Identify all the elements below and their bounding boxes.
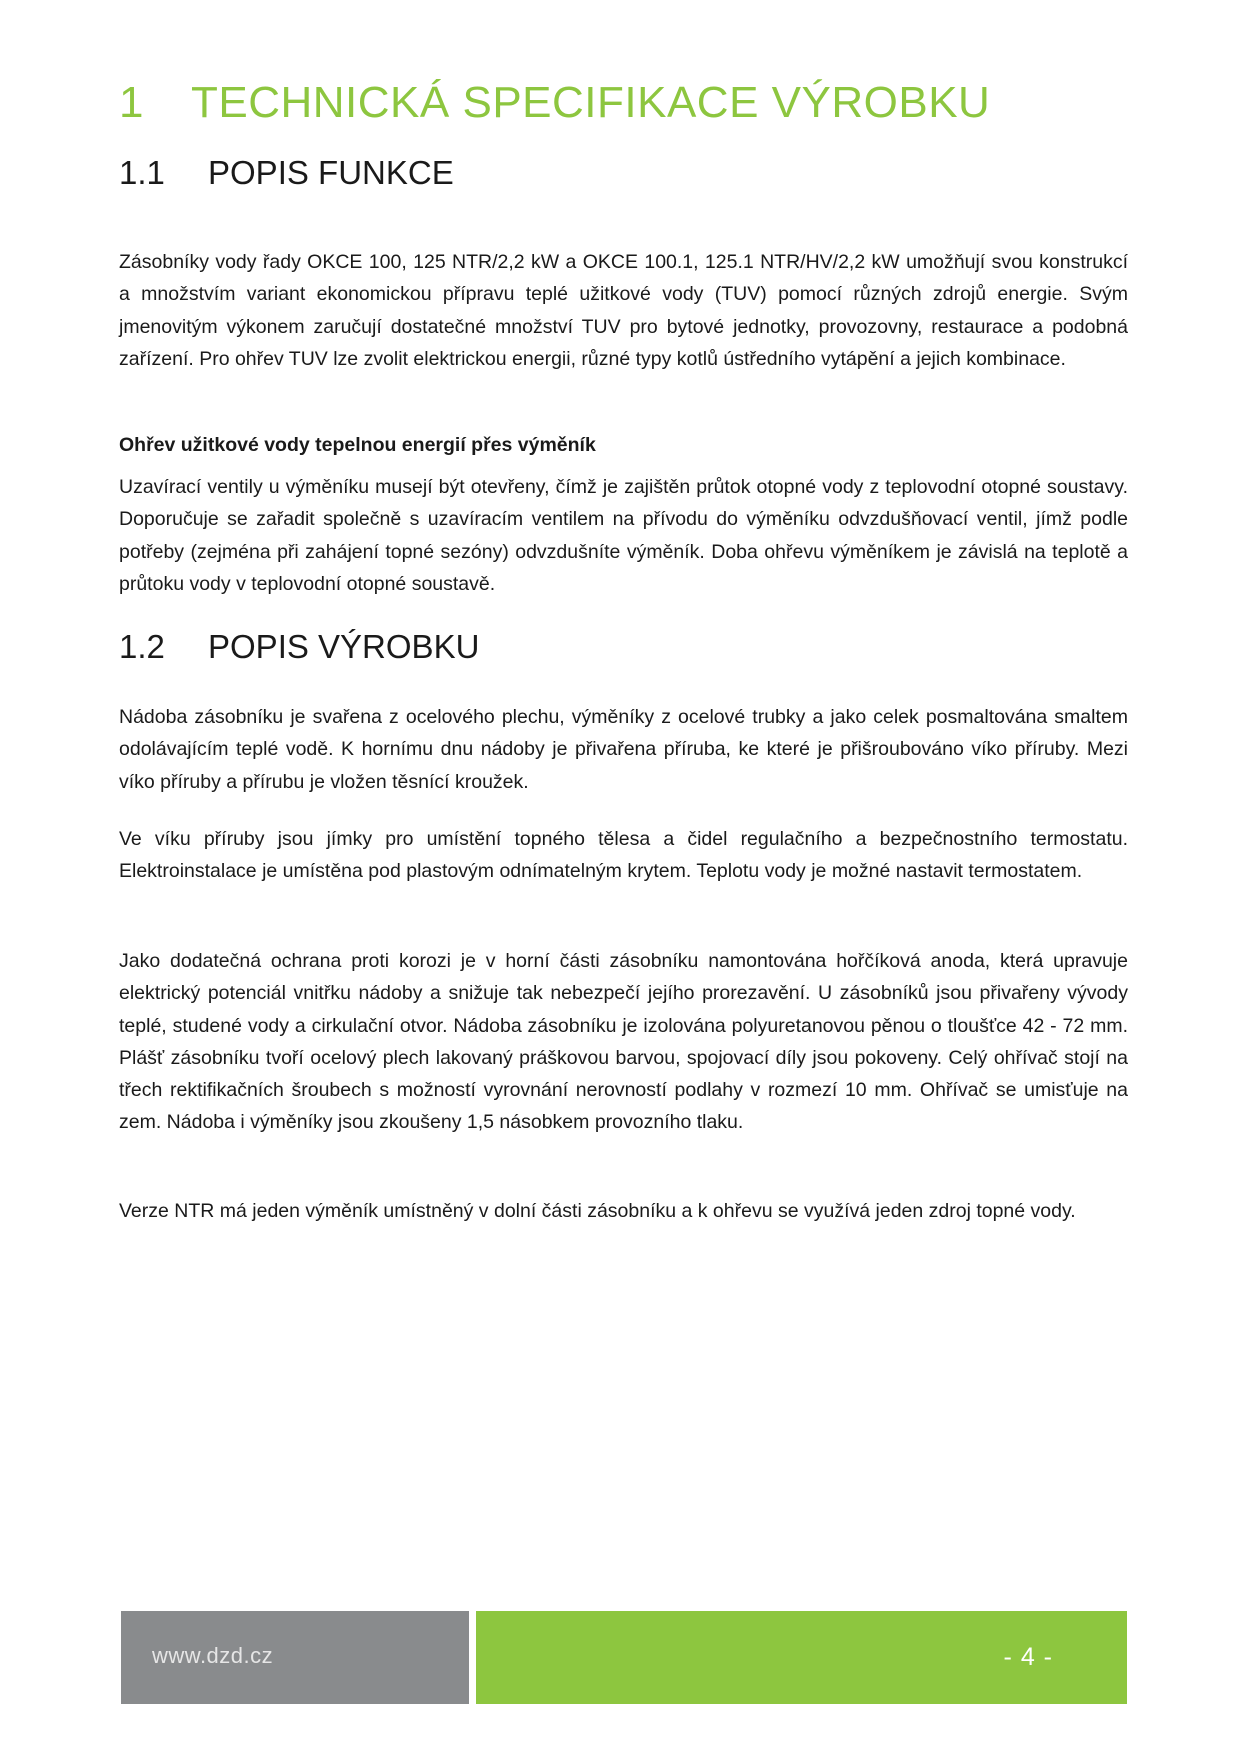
- paragraph-function-intro: Zásobníky vody řady OKCE 100, 125 NTR/2,2 kW a OKCE 100.1, 125.1 NTR/HV/2,2 kW umožňují svou konstrukcí a množstvím variant ekonomickou přípravu teplé užitkové vody (TUV) pomocí různých zdrojů energie. Svým jmenovitým výkonem zaručují dostatečné množství TUV pro bytové jednotky, provozovny, restaurace a podobná zařízení. Pro ohřev TUV lze zvolit elektrickou energii, různé typy kotlů ústředního vytápění a jejich kombinace.: [119, 251, 1128, 370]
- footer-website: www.dzd.cz: [152, 1643, 274, 1668]
- section-number: 1.1: [119, 154, 165, 191]
- chapter-number: 1: [119, 78, 144, 127]
- paragraph-heat-exchanger: Uzavírací ventily u výměníku musejí být otevřeny, čímž je zajištěn průtok otopné vody z teplovodní otopné soustavy. Doporučuje se zařadit společně s uzavíracím ventilem na přívodu do výměníku odvzdušňovací ventil, jímž podle potřeby (zejména při zahájení topné sezóny) odvzdušníte výměník. Doba ohřevu výměníkem je závislá na teplotě a průtoku vody v teplovodní otopné soustavě.: [119, 476, 1128, 595]
- section-title: POPIS VÝROBKU: [208, 628, 480, 665]
- section-number: 1.2: [119, 628, 165, 665]
- section-title: POPIS FUNKCE: [208, 154, 454, 191]
- paragraph-flange-lid: Ve víku příruby jsou jímky pro umístění topného tělesa a čidel regulačního a bezpečnostního termostatu. Elektroinstalace je umístěna pod plastovým odnímatelným krytem. Teplotu vody je možné nastavit termostatem.: [119, 828, 1128, 883]
- section-heading-popis-vyrobku: [119, 628, 479, 666]
- subheading-heat-exchanger: Ohřev užitkové vody tepelnou energií přes výměník: [119, 434, 596, 456]
- chapter-title: TECHNICKÁ SPECIFIKACE VÝROBKU: [191, 78, 991, 127]
- chapter-heading: [119, 78, 990, 128]
- footer-website-block: [121, 1611, 469, 1704]
- paragraph-ntr-version: Verze NTR má jeden výměník umístněný v dolní části zásobníku a k ohřevu se využívá jeden zdroj topné vody.: [119, 1200, 1076, 1222]
- section-heading-popis-funkce: [119, 154, 454, 192]
- paragraph-corrosion-protection: Jako dodatečná ochrana proti korozi je v horní části zásobníku namontována hořčíková anoda, která upravuje elektrický potenciál vnitřku nádoby a snižuje tak nebezpečí jejího prorezavění. U zásobníků jsou přivařeny vývody teplé, studené vody a cirkulační otvor. Nádoba zásobníku je izolována polyuretanovou pěnou o tloušťce 42 - 72 mm. Plášť zásobníku tvoří ocelový plech lakovaný práškovou barvou, spojovací díly jsou pokoveny. Celý ohřívač stojí na třech rektifikačních šroubech s možností vyrovnání nerovností podlahy v rozmezí 10 mm. Ohřívač se umisťuje na zem. Nádoba i výměníky jsou zkoušeny 1,5 násobkem provozního tlaku.: [119, 950, 1128, 1134]
- footer-page-block: [476, 1611, 1127, 1704]
- paragraph-vessel: Nádoba zásobníku je svařena z ocelového plechu, výměníky z ocelové trubky a jako celek posmaltována smaltem odolávajícím teplé vodě. K hornímu dnu nádoby je přivařena příruba, ke které je přišroubováno víko příruby. Mezi víko příruby a přírubu je vložen těsnící kroužek.: [119, 706, 1128, 793]
- page-number: - 4 -: [1003, 1643, 1053, 1671]
